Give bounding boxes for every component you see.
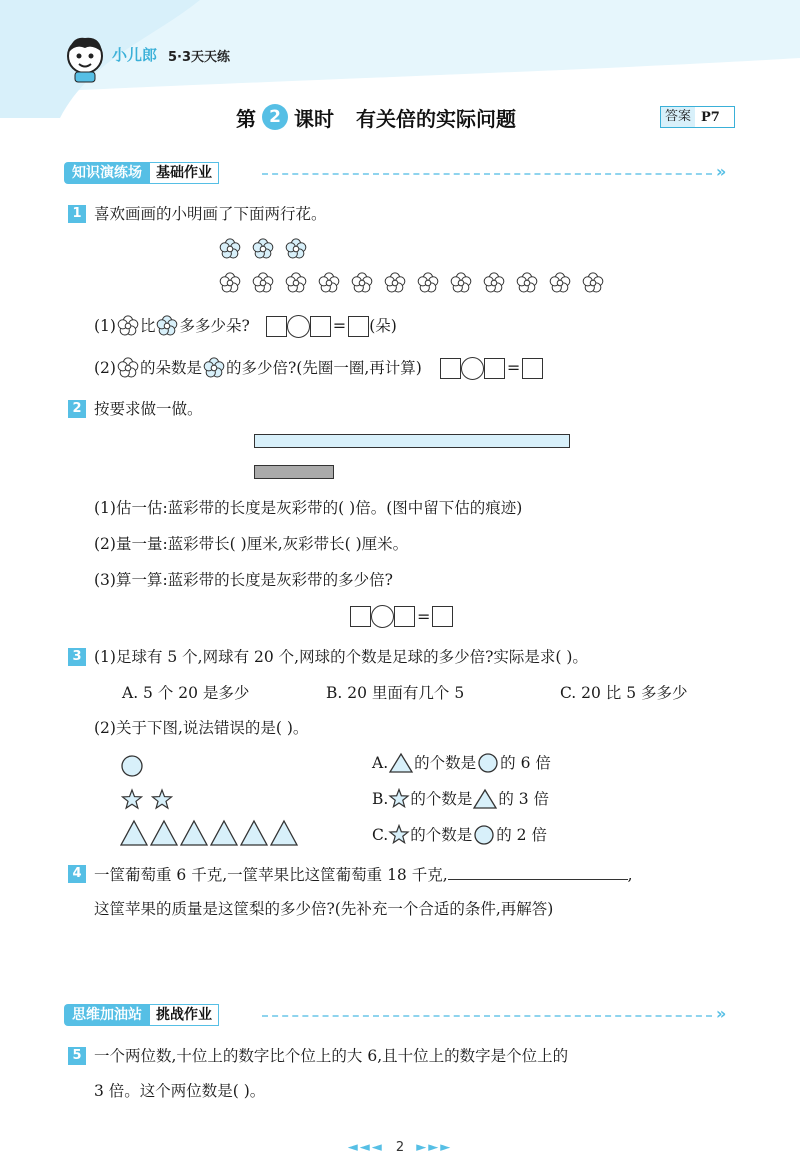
triangle-shape [241, 821, 267, 845]
answer-box[interactable] [350, 606, 371, 627]
fill-in-blank[interactable] [448, 863, 628, 880]
choice-a[interactable] [372, 752, 551, 774]
lesson-suffix: 课时 [294, 106, 334, 131]
flower-icon [484, 273, 504, 292]
shape-circles-row [118, 753, 158, 779]
flower-icon [220, 273, 240, 292]
flower-icon [451, 273, 471, 292]
choice-label: B. [372, 790, 389, 808]
choice-text: 的 2 倍 [496, 826, 547, 844]
part-text: 的多少倍?(先圈一圈,再计算) [225, 359, 422, 377]
gray-ribbon [254, 465, 334, 479]
q3-part2: (2)关于下图,说法错误的是( )。 [94, 719, 309, 737]
question-stem: 喜欢画画的小明画了下面两行花。 [94, 205, 327, 223]
answer-box[interactable] [522, 358, 543, 379]
section-divider [262, 1015, 712, 1017]
choice-text: 的 6 倍 [500, 754, 551, 772]
triangle-icon [472, 788, 498, 810]
page-footer [0, 1140, 800, 1155]
question-number: 4 [68, 865, 86, 883]
brand-logo: 小儿郎 [112, 46, 158, 64]
section-tag-primary: 思维加油站 [64, 1004, 150, 1026]
flower-icon-small [116, 356, 140, 380]
answer-box[interactable] [432, 606, 453, 627]
q4-text: 一筐葡萄重 6 千克,一筐苹果比这筐葡萄重 18 千克, [94, 866, 448, 884]
flower-row-2 [214, 268, 614, 298]
part-text: 比 [139, 317, 156, 335]
answer-label: 答案 [661, 107, 695, 127]
section-header-challenge [64, 1004, 219, 1026]
circle-shape [122, 756, 142, 776]
circle-icon [476, 752, 500, 774]
flower-icon [286, 273, 306, 292]
answer-box[interactable] [310, 316, 331, 337]
section-header-basic [64, 162, 219, 184]
part-text: 的朵数是 [139, 359, 202, 377]
page-title [236, 100, 516, 134]
question-number: 3 [68, 648, 86, 666]
choice-text: 的个数是 [414, 754, 477, 772]
choice-text: 的个数是 [410, 826, 473, 844]
operator-circle[interactable] [461, 357, 484, 380]
flower-row-1 [214, 234, 614, 264]
q3-part1: (1)足球有 5 个,网球有 20 个,网球的个数是足球的多少倍?实际是求( )。 [94, 648, 588, 666]
circle-icon [472, 824, 496, 846]
q5-line2: 3 倍。这个两位数是( )。 [94, 1082, 266, 1100]
answer-box[interactable] [484, 358, 505, 379]
q4-comma: , [627, 866, 633, 884]
option-c[interactable]: C. 20 比 5 多多少 [560, 684, 688, 702]
unit-text: (朵) [369, 317, 397, 335]
right-arrows-icon: ►►► [416, 1140, 453, 1155]
part-label: (1) [94, 317, 116, 335]
question-stem: 按要求做一做。 [94, 400, 203, 418]
double-chevron-icon: » [716, 1004, 727, 1023]
answer-box[interactable] [348, 316, 369, 337]
q2-part1: (1)估一估:蓝彩带的长度是灰彩带的( )倍。(图中留下估的痕迹) [94, 499, 523, 517]
page-number: 2 [395, 1140, 405, 1155]
choice-text: 的 3 倍 [498, 790, 550, 808]
equals-sign: = [332, 316, 347, 335]
star-icon [388, 788, 410, 810]
star-shape [122, 790, 141, 808]
answer-page: P7 [701, 109, 720, 125]
q4-line1 [94, 863, 633, 886]
answer-box[interactable] [394, 606, 415, 627]
lesson-number: 2 [262, 104, 288, 130]
section-divider [262, 173, 712, 175]
triangle-shape [181, 821, 207, 845]
q1-part1 [94, 314, 397, 338]
star-shape [152, 790, 171, 808]
answer-box[interactable] [266, 316, 287, 337]
flower-icon [286, 239, 306, 258]
flower-icon-small [116, 314, 140, 338]
left-arrows-icon: ◄◄◄ [347, 1140, 384, 1155]
star-icon [388, 824, 410, 846]
choice-label: A. [372, 754, 389, 772]
part-text: 多多少朵? [179, 317, 250, 335]
choice-c[interactable] [372, 824, 547, 846]
triangle-shape [121, 821, 147, 845]
flower-icon [517, 273, 537, 292]
section-tag-primary: 知识演练场 [64, 162, 150, 184]
flower-icon [550, 273, 570, 292]
section-tag-secondary: 挑战作业 [150, 1004, 219, 1026]
equals-sign: = [506, 358, 521, 377]
question-number: 1 [68, 205, 86, 223]
flower-icon [319, 273, 339, 292]
equals-sign: = [417, 607, 431, 626]
q4-line2: 这筐苹果的质量是这筐梨的多少倍?(先补充一个合适的条件,再解答) [94, 900, 554, 918]
option-b[interactable]: B. 20 里面有几个 5 [326, 684, 465, 702]
lesson-prefix: 第 [236, 106, 256, 131]
double-chevron-icon: » [716, 162, 727, 181]
flower-icon [418, 273, 438, 292]
q5-line1: 一个两位数,十位上的数字比个位上的大 6,且十位上的数字是个位上的 [94, 1047, 569, 1065]
question-number: 5 [68, 1047, 86, 1065]
mascot-icon [62, 34, 108, 84]
flower-icon [155, 314, 179, 338]
triangle-icon [388, 752, 414, 774]
answer-box[interactable] [440, 358, 461, 379]
question-number: 2 [68, 400, 86, 418]
operator-circle[interactable] [287, 315, 310, 338]
operator-circle[interactable] [371, 605, 394, 628]
triangle-shape [271, 821, 297, 845]
option-a[interactable]: A. 5 个 20 是多少 [122, 684, 250, 702]
choice-text: 的个数是 [410, 790, 473, 808]
flower-icon [253, 273, 273, 292]
lesson-title: 有关倍的实际问题 [356, 106, 516, 131]
flower-icon [583, 273, 603, 292]
choice-b[interactable] [372, 788, 549, 810]
shape-stars-row [118, 786, 188, 814]
answer-reference [660, 106, 735, 128]
q2-part3: (3)算一算:蓝彩带的长度是灰彩带的多少倍? [94, 571, 393, 589]
flower-icon [352, 273, 372, 292]
flower-icon [385, 273, 405, 292]
flower-icon [253, 239, 273, 258]
q1-part2 [94, 356, 543, 380]
part-label: (2) [94, 359, 116, 377]
q2-expression [350, 605, 453, 628]
flower-icon [202, 356, 226, 380]
brand-series: 5·3天天练 [168, 50, 231, 65]
section-tag-secondary: 基础作业 [150, 162, 219, 184]
triangle-shape [211, 821, 237, 845]
triangle-shape [151, 821, 177, 845]
choice-label: C. [372, 826, 389, 844]
blue-ribbon [254, 434, 570, 448]
q2-part2: (2)量一量:蓝彩带长( )厘米,灰彩带长( )厘米。 [94, 535, 409, 553]
shape-triangles-row [118, 818, 308, 848]
flower-icon [220, 239, 240, 258]
